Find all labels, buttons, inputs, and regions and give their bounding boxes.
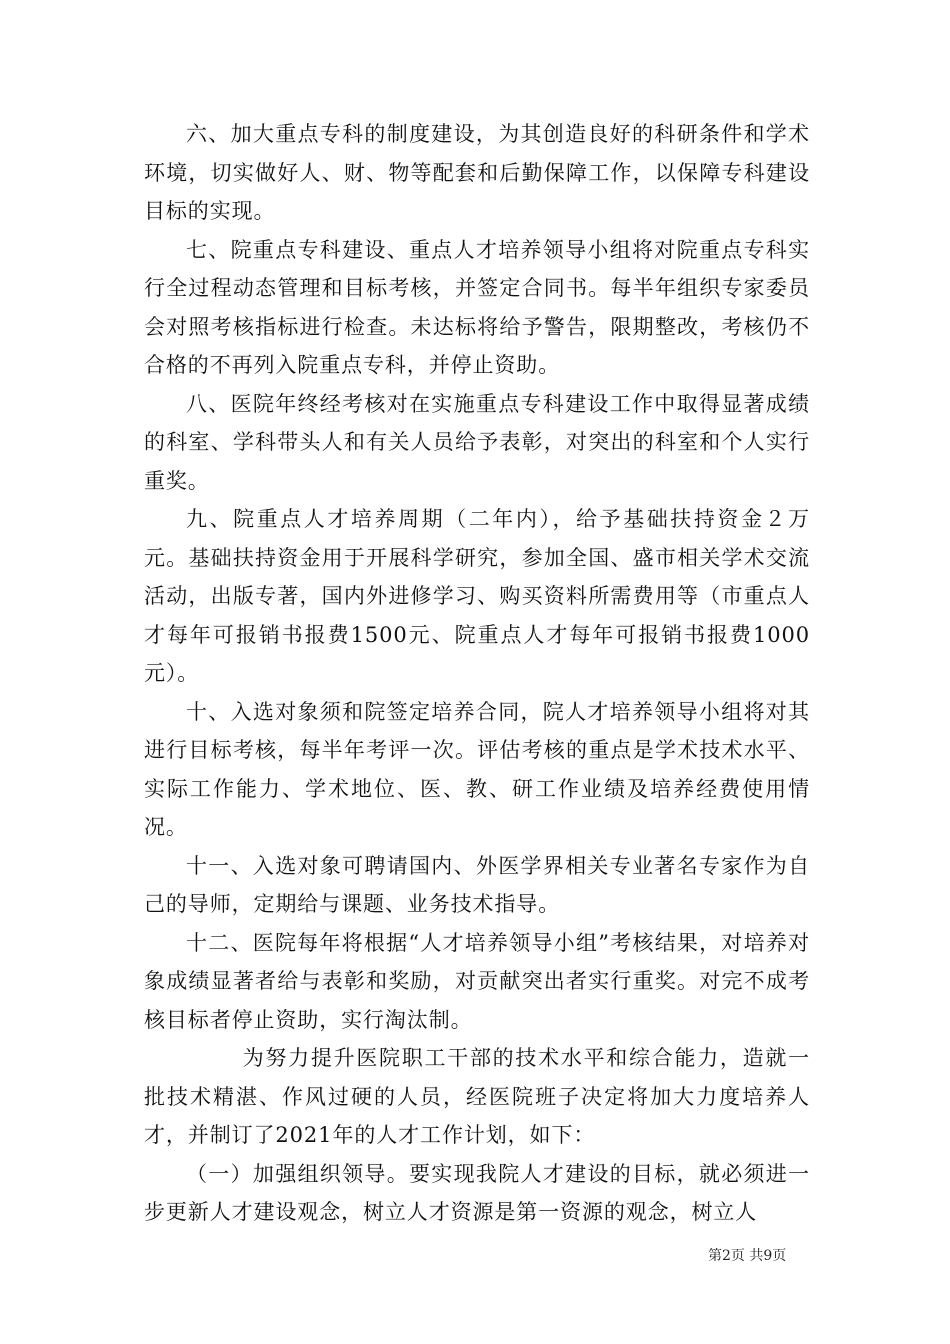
paragraph-item-7: 七、院重点专科建设、重点人才培养领导小组将对院重点专科实行全过程动态管理和目标考核，并签定合同书。每半年组织专家委员会对照考核指标进行检查。未达标将给予警告，限期整改，考核仍不合格的不再列入院重点专科，并停止资助。	[144, 237, 810, 377]
paragraph-item-10: 十、入选对象须和院签定培养合同，院人才培养领导小组将对其进行目标考核，每半年考评一次。评估考核的重点是学术技术水平、实际工作能力、学术地位、医、教、研工作业绩及培养经费使用情况。	[144, 699, 810, 839]
footer-prefix: 第	[708, 1248, 722, 1264]
paragraph-item-11: 十一、入选对象可聘请国内、外医学界相关专业著名专家作为自己的导师，定期给与课题、业务技术指导。	[144, 853, 810, 916]
paragraph-item-9: 九、院重点人才培养周期（二年内），给予基础扶持资金２万元。基础扶持资金用于开展科学研究，参加全国、盛市相关学术交流活动，出版专著，国内外进修学习、购买资料所需费用等（市重点人才每年可报销书报费1500元、院重点人才每年可报销书报费1000元）。	[144, 507, 810, 685]
footer-middle: 页 共	[730, 1248, 764, 1264]
paragraph-intro-plan: 为努力提升医院职工干部的技术水平和综合能力，造就一批技术精湛、作风过硬的人员，经医院班子决定将加大力度培养人才，并制订了2021年的人才工作计划，如下：	[144, 1046, 810, 1147]
paragraph-item-6: 六、加大重点专科的制度建设，为其创造良好的科研条件和学术环境，切实做好人、财、物等配套和后勤保障工作，以保障专科建设目标的实现。	[144, 122, 810, 223]
document-body	[144, 115, 810, 1232]
paragraph-item-8: 八、医院年终经考核对在实施重点专科建设工作中取得显著成绩的科室、学科带头人和有关人员给予表彰，对突出的科室和个人实行重奖。	[144, 391, 810, 493]
footer-suffix: 页	[772, 1248, 787, 1264]
paragraph-item-12: 十二、医院每年将根据“人才培养领导小组”考核结果，对培养对象成绩显著者给与表彰和奖励，对贡献突出者实行重奖。对完不成考核目标者停止资助，实行淘汰制。	[144, 930, 810, 1032]
footer-current-page: 2	[722, 1248, 731, 1264]
paragraph-plan-item-1: （一）加强组织领导。要实现我院人才建设的目标，就必须进一步更新人才建设观念，树立人才资源是第一资源的观念，树立人	[144, 1161, 810, 1224]
page-number-footer	[708, 1247, 786, 1265]
footer-total-pages: 9	[763, 1248, 773, 1264]
